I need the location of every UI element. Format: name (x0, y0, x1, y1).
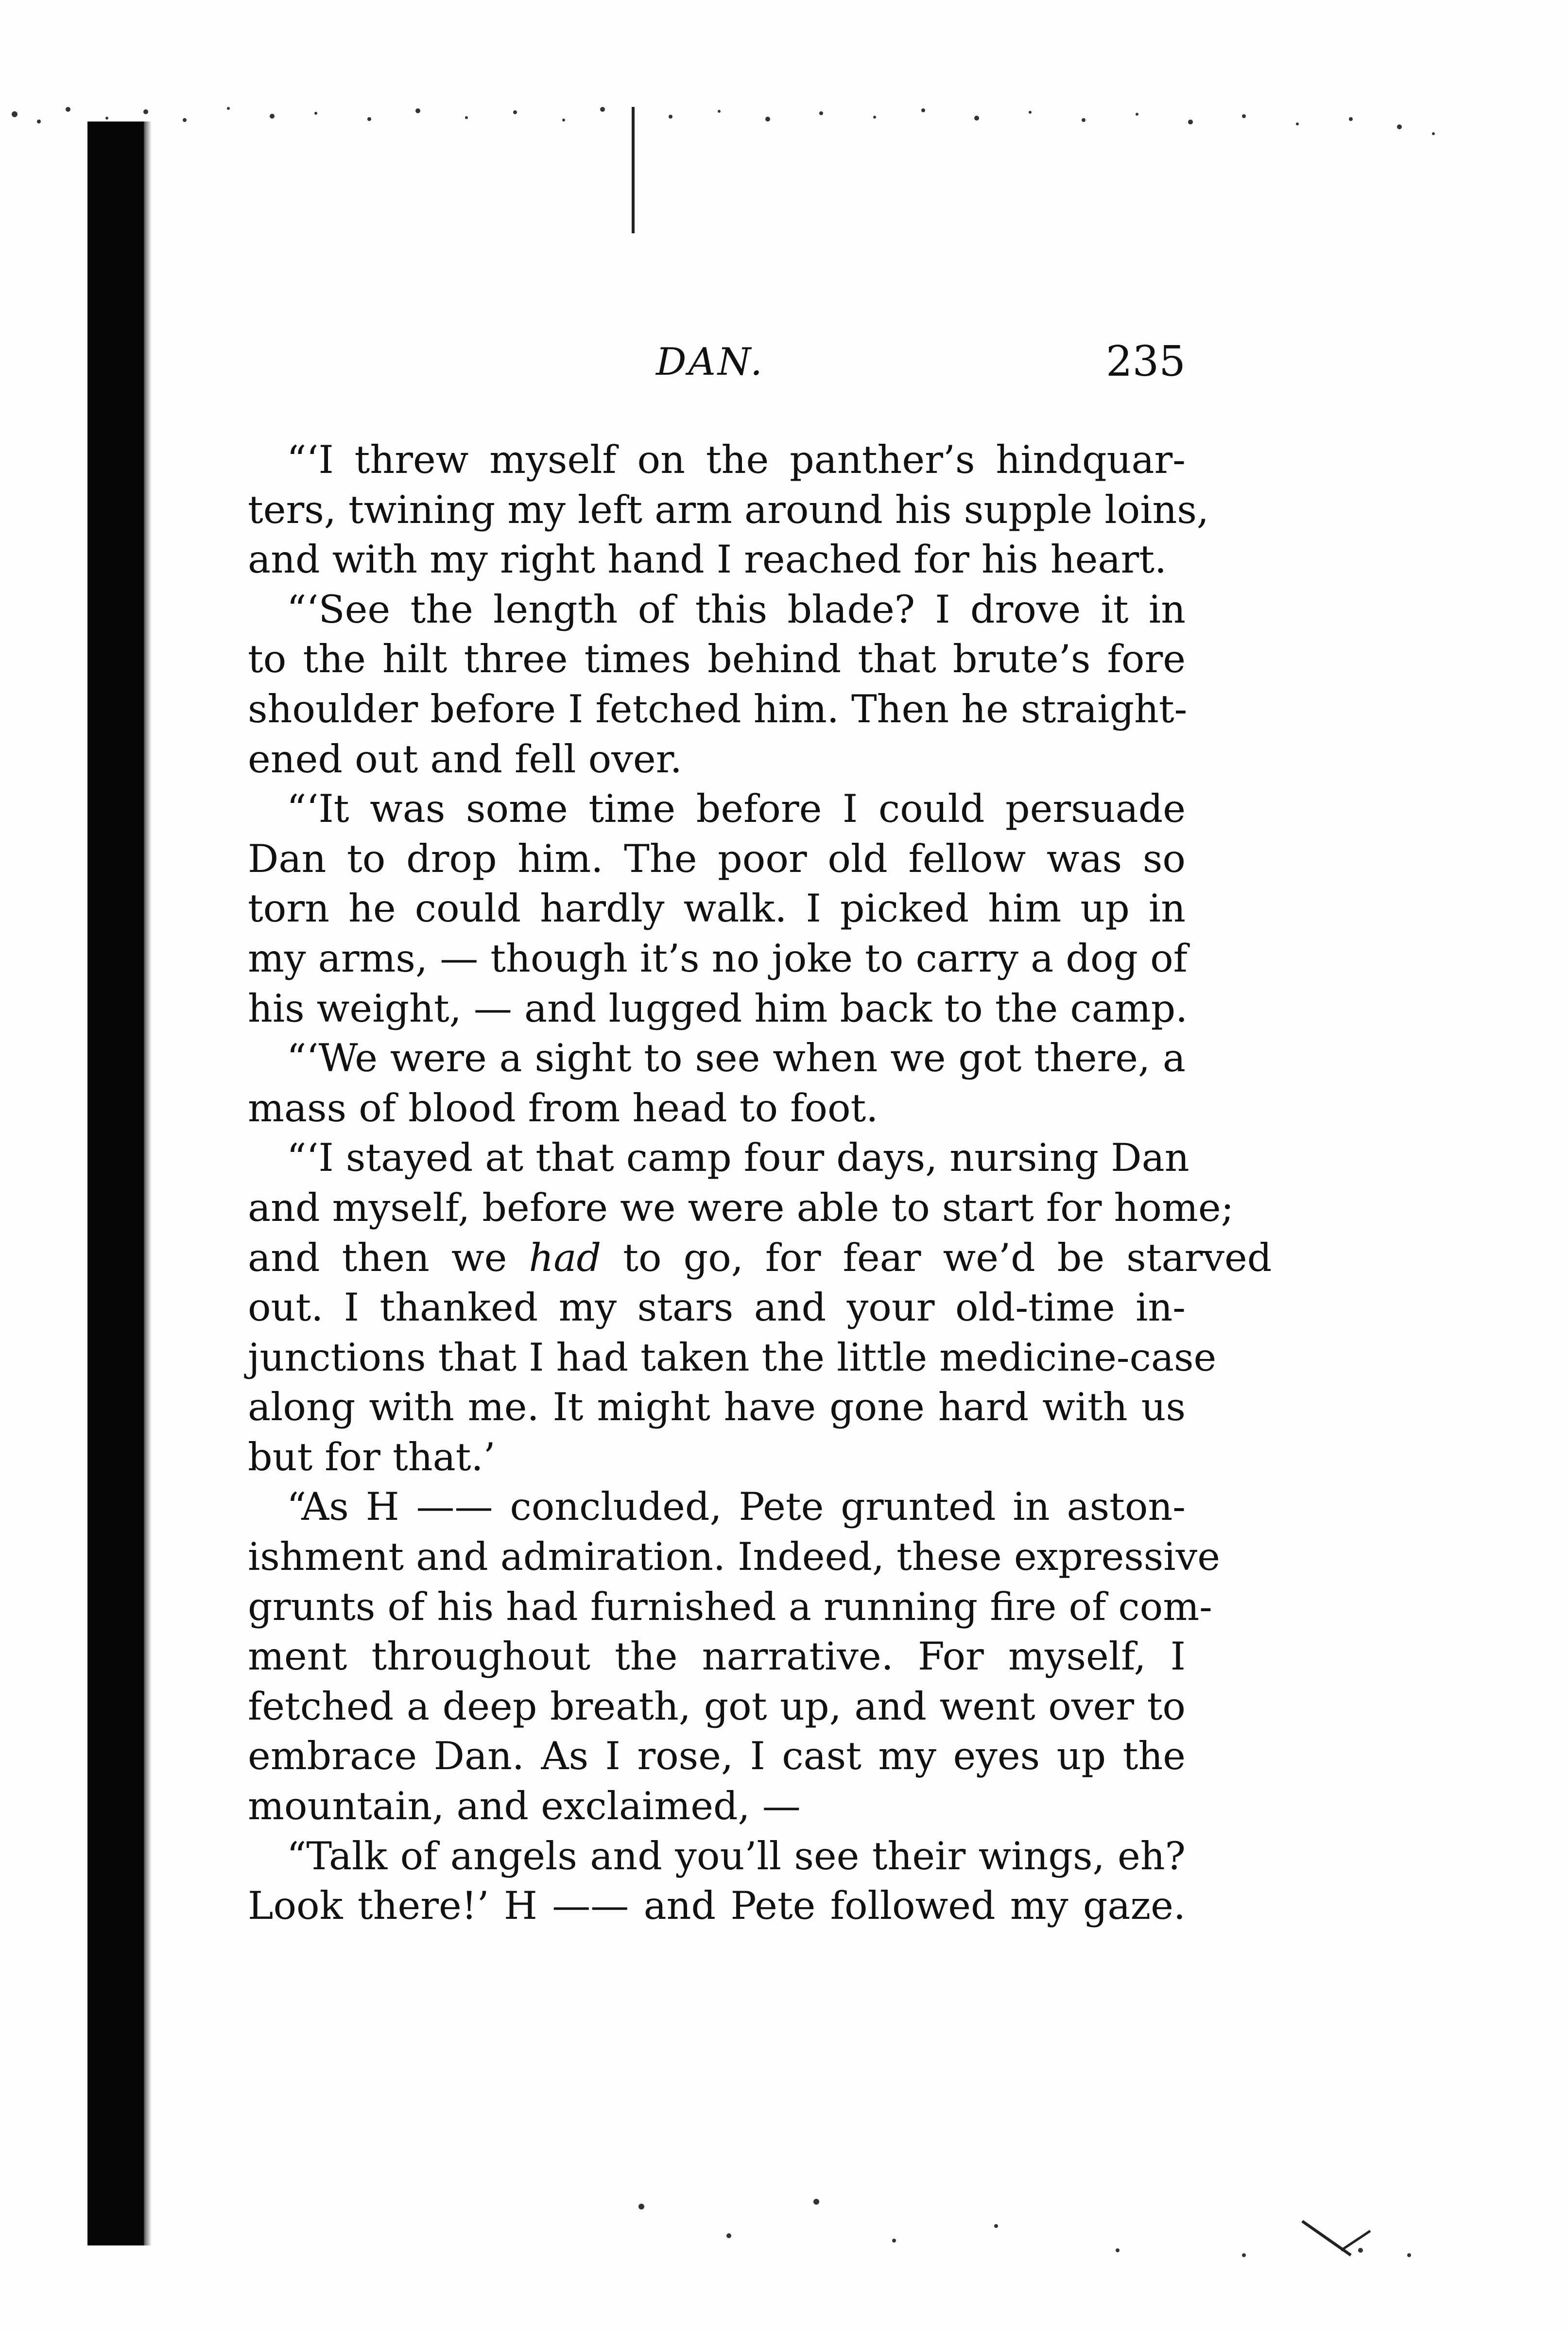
text-line: shoulder before I fetched him. Then he straight- (248, 686, 1188, 731)
text-line: out. I thanked my stars and your old-time in- (248, 1285, 1186, 1330)
emphasis-word: had (529, 1235, 602, 1280)
text-segment: to go, for fear we’d be starved (623, 1235, 1272, 1280)
text-line: fetched a deep breath, got up, and went over to (248, 1684, 1186, 1729)
binding-shadow (87, 122, 145, 2245)
text-line: “‘I threw myself on the panther’s hindquar- (287, 437, 1186, 482)
text-line: to the hilt three times behind that brute’s fore (248, 637, 1186, 682)
text-line: and myself, before we were able to start for home; (248, 1185, 1234, 1230)
body-text (248, 435, 1272, 1931)
text-line: embrace Dan. As I rose, I cast my eyes up the (248, 1734, 1186, 1779)
text-line: “As H —— concluded, Pete grunted in aston- (287, 1484, 1186, 1530)
scan-noise-bottom (0, 2197, 1568, 2270)
text-line: my arms, — though it’s no joke to carry a dog of (248, 936, 1188, 981)
text-line (248, 1233, 1272, 1283)
text-line: grunts of his had furnished a running fire of com- (248, 1584, 1212, 1629)
text-line: Dan to drop him. The poor old fellow was so (248, 836, 1186, 881)
page-number: 235 (1105, 337, 1186, 386)
running-head: DAN. (656, 340, 764, 384)
text-line: mass of blood from head to foot. (248, 1085, 879, 1131)
text-line: “‘See the length of this blade? I drove it in (287, 587, 1186, 632)
text-line: torn he could hardly walk. I picked him up in (248, 886, 1186, 931)
text-line: but for that.’ (248, 1434, 496, 1479)
text-line: “‘I stayed at that camp four days, nursing Dan (287, 1135, 1189, 1181)
text-line: along with me. It might have gone hard with us (248, 1385, 1186, 1430)
text-line: and with my right hand I reached for his heart. (248, 537, 1167, 582)
text-line: ened out and fell over. (248, 736, 682, 782)
text-line: “‘We were a sight to see when we got there, a (287, 1036, 1186, 1081)
text-line: ment throughout the narrative. For myself, I (248, 1634, 1186, 1679)
text-line: ters, twining my left arm around his supple loins, (248, 487, 1209, 532)
binding-edge (144, 122, 152, 2245)
scan-noise-top (0, 95, 1458, 153)
text-line: Look there!’ H —— and Pete followed my gaze. (248, 1883, 1186, 1929)
text-line: junctions that I had taken the little medicine-case (248, 1335, 1217, 1380)
text-line: “‘It was some time before I could persuade (287, 786, 1186, 832)
text-line: his weight, — and lugged him back to the camp. (248, 986, 1188, 1031)
text-line: “Talk of angels and you’ll see their wings, eh? (287, 1833, 1186, 1879)
page-header (248, 337, 1186, 399)
text-segment: and then we (248, 1235, 507, 1280)
text-line: ishment and admiration. Indeed, these expressive (248, 1534, 1220, 1580)
text-line: mountain, and exclaimed, — (248, 1784, 801, 1829)
